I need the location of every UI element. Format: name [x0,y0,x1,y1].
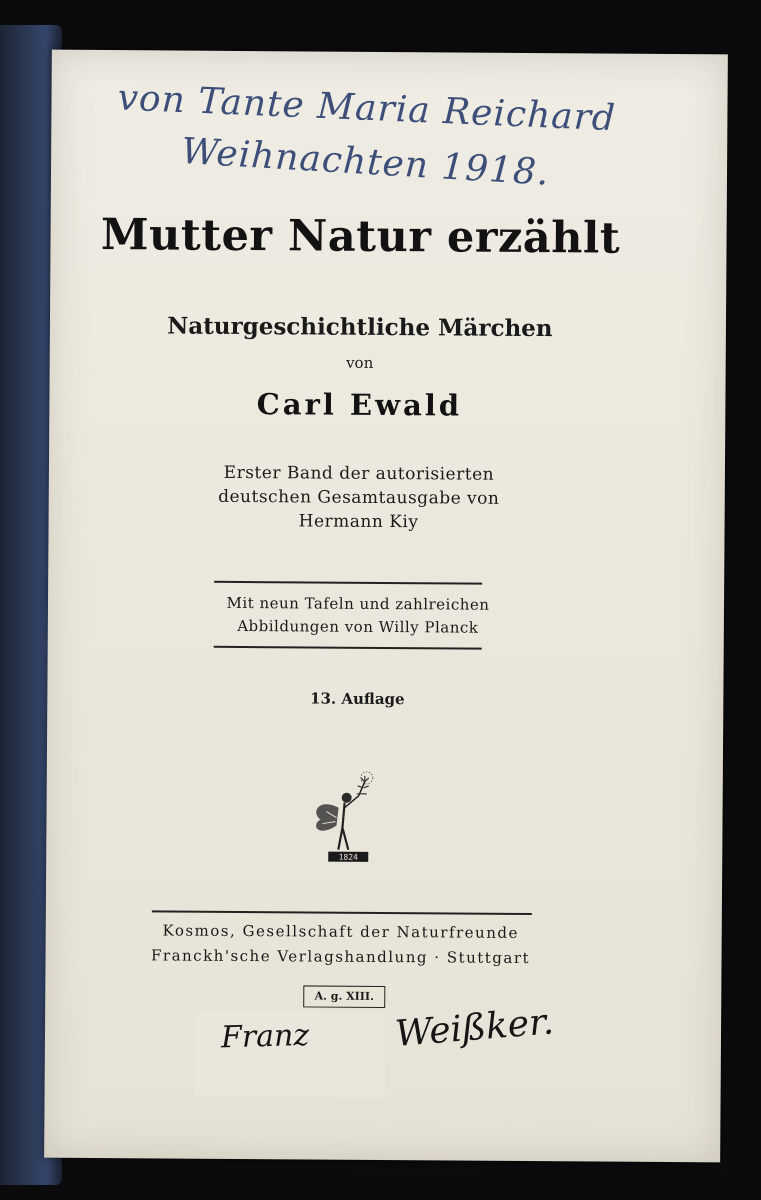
edition-line: Hermann Kiy [298,511,419,533]
divider-bottom [214,646,482,649]
edition-note [149,460,569,535]
publisher-info [135,918,545,971]
title-page [44,50,728,1163]
illustrations-note [168,591,548,640]
emblem-year: 1824 [338,852,358,862]
book-title: Mutter Natur erzählt [100,210,621,264]
inscription-line-1: von Tante Maria Reichard [116,77,617,140]
publisher-line: Kosmos, Gesellschaft der Naturfreunde [162,921,519,942]
publisher-emblem-icon [308,767,389,878]
inscription-line-2: Weihnachten 1918. [180,130,551,194]
by-label: von [346,353,374,372]
catalog-code-box: A. g. XIII. [303,985,385,1008]
signature-first-name: Franz [220,1017,310,1056]
edition-line: Erster Band der autorisierten [223,462,495,485]
divider-publisher [152,910,532,915]
printing-number: 13. Auflage [310,689,405,709]
signature-last-name: Weißker. [393,1001,556,1055]
publisher-line: Franckh'sche Verlagshandlung · Stuttgart [150,946,531,968]
book-subtitle: Naturgeschichtliche Märchen [167,312,553,343]
illustrations-line: Mit neun Tafeln und zahlreichen [226,593,490,614]
divider-top [214,581,482,584]
illustrations-line: Abbildungen von Willy Planck [237,616,479,637]
edition-line: deutschen Gesamtausgabe von [218,486,500,509]
author-name: Carl Ewald [256,387,463,423]
